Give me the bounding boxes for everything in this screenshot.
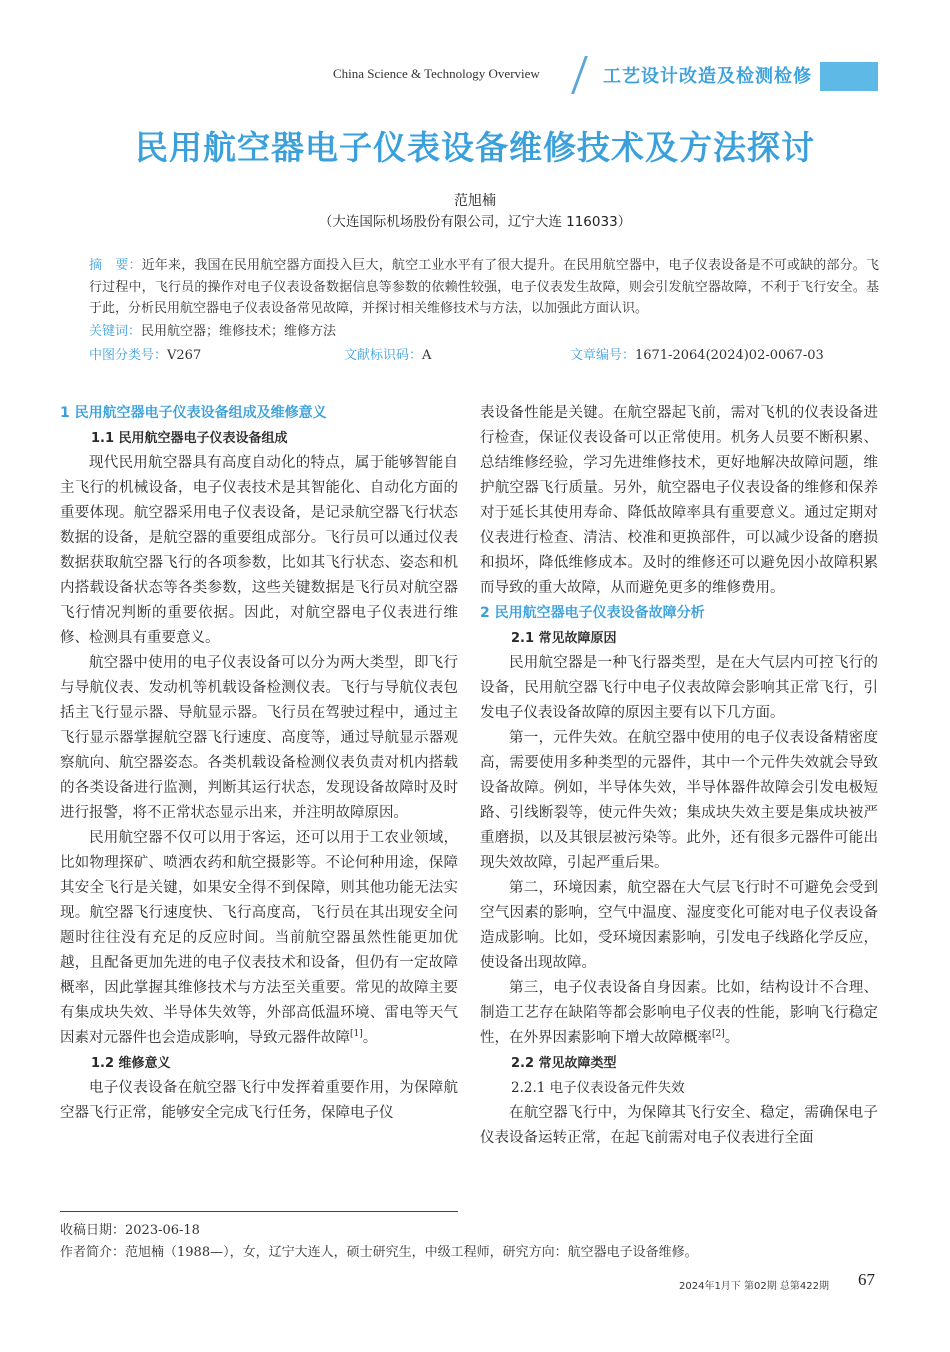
header-color-block — [820, 62, 878, 91]
paragraph-text: 民用航空器不仅可以用于客运，还可以用于工农业领域，比如物理探矿、喷洒农药和航空摄影等。不论何种用途，保障其安全飞行是关键，如果安全得不到保障，则其他功能无法实现。航空器飞行速度快、飞行高度高，飞行员在其出现安全问题时往往没有充足的反应时间。当前航空器虽然性能更加优越，且配备更加先进的电子仪表技术和设备，但仍有一定故障概率，因此掌握其维修技术与方法至关重要。常见的故障主要有集成块失效、半导体失效等，外部高低温环境、雷电等天气因素对元器件也会造成影响，导致元器件故障 — [60, 830, 458, 1046]
document-code — [344, 344, 431, 363]
clc-label: 中图分类号： — [89, 348, 168, 363]
right-column — [480, 401, 878, 1151]
footnote-divider — [60, 1211, 458, 1212]
keywords — [89, 320, 336, 339]
paragraph-end: 。 — [724, 1030, 740, 1046]
abstract-label: 摘 要： — [89, 258, 142, 273]
paragraph: 航空器中使用的电子仪表设备可以分为两大类型，即飞行与导航仪表、发动机等机载设备检测仪表。飞行与导航仪表包括主飞行显示器、导航显示器。飞行员在驾驶过程中，通过主飞行显示器掌握航空器飞行速度、高度等，通过导航显示器观察航向、航空器姿态。各类机载设备检测仪表负责对机内搭载的各类设备进行监测，判断其运行状态，发现设备故障时及时进行报警，将不正常状态显示出来，并注明故障原因。 — [60, 655, 458, 821]
doc-code-value: A — [422, 348, 432, 363]
article-number — [570, 344, 824, 363]
left-column — [60, 401, 458, 1126]
header-slash-divider — [571, 56, 588, 94]
column-name: 工艺设计改造及检测检修 — [603, 66, 812, 87]
section-2-2-heading: 2.2 常见故障类型 — [511, 1056, 617, 1071]
clc-value: V267 — [167, 348, 202, 363]
paragraph: 现代民用航空器具有高度自动化的特点，属于能够智能自主飞行的机械设备，电子仪表技术是其智能化、自动化方面的重要体现。航空器采用电子仪表设备，是记录航空器飞行状态数据的设备，是航空器的重要组成部分。飞行员可以通过仪表数据获取航空器飞行的各项参数，比如其飞行状态、姿态和机内搭载设备状态等各类参数，这些关键数据是飞行员对航空器飞行情况判断的重要依据。因此，对航空器电子仪表进行维修、检测具有重要意义。 — [60, 455, 458, 646]
section-2-1-heading: 2.1 常见故障原因 — [511, 631, 617, 646]
section-2-heading: 2 民用航空器电子仪表设备故障分析 — [480, 605, 705, 621]
article-title: 民用航空器电子仪表设备维修技术及方法探讨 — [135, 128, 815, 167]
keywords-label: 关键词： — [89, 324, 142, 339]
citation-ref: [2] — [712, 1029, 725, 1039]
citation-ref: [1] — [350, 1029, 363, 1039]
issue-info: 2024年1月下 第02期 总第422期 — [679, 1281, 829, 1292]
paragraph: 在航空器飞行中，为保障其飞行安全、稳定，需确保电子仪表设备运转正常，在起飞前需对电子仪表进行全面 — [480, 1105, 878, 1146]
paragraph-continued: 表设备性能是关键。在航空器起飞前，需对飞机的仪表设备进行检查，保证仪表设备可以正常使用。机务人员要不断积累、总结维修经验，学习先进维修技术，更好地解决故障问题，维护航空器飞行质量。另外，航空器电子仪表设备的维修和保养对于延长其使用寿命、降低故障率具有重要意义。通过定期对仪表进行检查、清洁、校准和更换部件，可以减少设备的磨损和损坏，降低维修成本。及时的维修还可以避免因小故障积累而导致的重大故障，从而避免更多的维修费用。 — [480, 405, 878, 596]
article-no-value: 1671-2064(2024)02-0067-03 — [635, 348, 824, 363]
section-1-1-heading: 1.1 民用航空器电子仪表设备组成 — [91, 431, 288, 446]
author-affiliation: （大连国际机场股份有限公司，辽宁大连 116033） — [318, 214, 632, 230]
journal-name-en: China Science & Technology Overview — [333, 66, 540, 81]
paragraph: 民用航空器是一种飞行器类型，是在大气层内可控飞行的设备，民用航空器飞行中电子仪表故障会影响其正常飞行，引发电子仪表设备故障的原因主要有以下几方面。 — [480, 655, 878, 721]
clc-number — [89, 344, 201, 363]
paragraph: 第二，环境因素，航空器在大气层飞行时不可避免会受到空气因素的影响，空气中温度、湿度变化可能对电子仪表设备造成影响。比如，受环境因素影响，引发电子线路化学反应，使设备出现故障。 — [480, 880, 878, 971]
section-2-2-1-heading: 2.2.1 电子仪表设备元件失效 — [511, 1080, 685, 1096]
paragraph-end: 。 — [362, 1030, 378, 1046]
abstract — [89, 255, 879, 320]
keywords-text: 民用航空器；维修技术；维修方法 — [141, 324, 337, 339]
author-name: 范旭楠 — [454, 193, 496, 209]
page-number: 67 — [858, 1270, 875, 1289]
section-1-2-heading: 1.2 维修意义 — [91, 1056, 171, 1071]
author-bio: 作者简介：范旭楠（1988—），女，辽宁大连人，硕士研究生，中级工程师，研究方向：航空器电子设备维修。 — [60, 1245, 698, 1260]
paragraph — [480, 976, 878, 1051]
paragraph: 电子仪表设备在航空器飞行中发挥着重要作用，为保障航空器飞行正常，能够安全完成飞行任务，保障电子仪 — [60, 1080, 458, 1121]
article-no-label: 文章编号： — [570, 348, 636, 363]
received-date: 收稿日期：2023-06-18 — [60, 1223, 200, 1238]
abstract-text: 近年来，我国在民用航空器方面投入巨大，航空工业水平有了很大提升。在民用航空器中，电子仪表设备是不可或缺的部分。飞行过程中，飞行员的操作对电子仪表设备数据信息等参数的依赖性较强，电子仪表发生故障，则会引发航空器故障，不利于飞行安全。基于此，分析民用航空器电子仪表设备常见故障，并探讨相关维修技术与方法，以加强此方面认识。 — [89, 258, 879, 316]
paragraph: 第一，元件失效。在航空器中使用的电子仪表设备精密度高，需要使用多种类型的元器件，其中一个元件失效就会导致设备故障。例如，半导体失效，半导体器件故障会引发电极短路、引线断裂等，使元件失效；集成块失效主要是集成块被严重磨损，以及其银层被污染等。此外，还有很多元器件可能出现失效故障，引起严重后果。 — [480, 730, 878, 871]
paragraph — [60, 826, 458, 1051]
paragraph-text: 第三，电子仪表设备自身因素。比如，结构设计不合理、制造工艺存在缺陷等都会影响电子仪表的性能，影响飞行稳定性，在外界因素影响下增大故障概率 — [480, 980, 878, 1046]
section-1-heading: 1 民用航空器电子仪表设备组成及维修意义 — [60, 405, 327, 421]
doc-code-label: 文献标识码： — [344, 348, 423, 363]
